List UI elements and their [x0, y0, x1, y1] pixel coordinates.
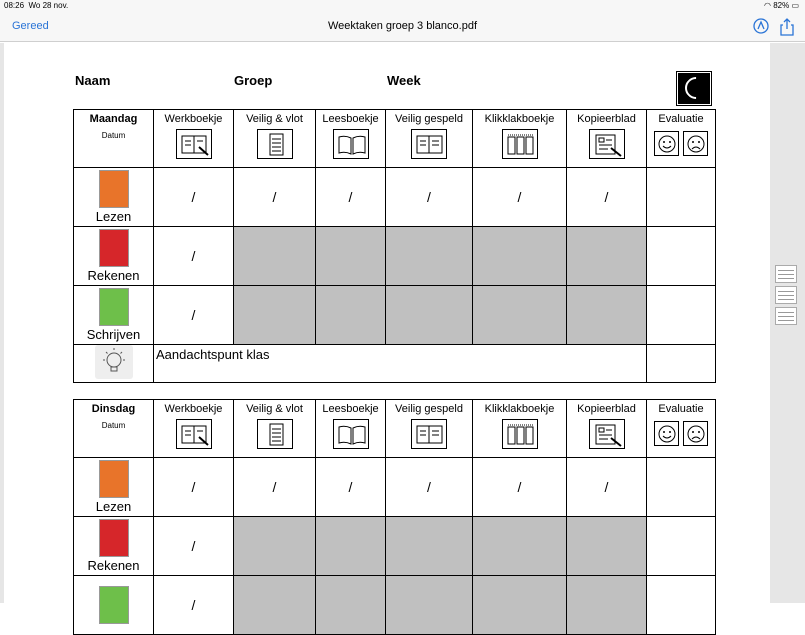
column-label: Werkboekje — [164, 113, 223, 125]
smiley-sad-icon — [683, 131, 708, 156]
subject-row-schrijven — [74, 286, 716, 345]
workbook-icon — [176, 129, 212, 159]
disabled-cell — [316, 227, 386, 286]
flip-book-icon — [502, 129, 538, 159]
column-evaluatie — [647, 110, 716, 168]
subject-label: Rekenen — [87, 268, 140, 283]
evaluation-cell[interactable] — [647, 168, 716, 227]
column-veilig-vlot — [234, 110, 316, 168]
rekenen-book-image — [99, 229, 129, 267]
column-label: Evaluatie — [658, 113, 704, 125]
subject-row-lezen — [74, 168, 716, 227]
column-veilig-gespeld — [386, 110, 473, 168]
task-cell[interactable]: / — [386, 168, 473, 227]
day-table-tuesday — [73, 399, 716, 635]
page-thumbnail[interactable] — [775, 286, 797, 304]
task-cell[interactable]: / — [154, 517, 234, 576]
task-cell[interactable]: / — [567, 458, 647, 517]
disabled-cell — [386, 286, 473, 345]
lightbulb-icon — [95, 345, 133, 379]
smiley-happy-icon — [654, 131, 679, 156]
disabled-cell — [473, 227, 567, 286]
document-title: Weektaken groep 3 blanco.pdf — [327, 20, 477, 32]
disabled-cell — [567, 286, 647, 345]
attention-row — [74, 345, 716, 383]
open-book-icon — [333, 129, 369, 159]
disabled-cell — [234, 517, 316, 576]
week-label: Week — [387, 73, 421, 88]
notebook-icon — [411, 129, 447, 159]
smiley-happy-icon — [654, 421, 679, 446]
column-klikklakboekje — [473, 110, 567, 168]
task-cell[interactable]: / — [234, 458, 316, 517]
disabled-cell — [234, 576, 316, 635]
column-veilig-vlot — [234, 400, 316, 458]
worksheet-icon — [589, 129, 625, 159]
lezen-book-image — [99, 460, 129, 498]
task-cell[interactable]: / — [386, 458, 473, 517]
day-table-monday — [73, 109, 716, 383]
battery-icon: ▭ — [791, 1, 799, 10]
datum-label: Datum — [101, 421, 126, 430]
task-cell[interactable]: / — [316, 458, 386, 517]
column-label: Klikklakboekje — [484, 403, 555, 415]
subject-label: Lezen — [95, 499, 132, 514]
pdf-page — [4, 43, 770, 613]
evaluation-cell[interactable] — [647, 458, 716, 517]
datum-label: Datum — [101, 131, 126, 140]
disabled-cell — [386, 517, 473, 576]
column-klikklakboekje — [473, 400, 567, 458]
column-label: Evaluatie — [658, 403, 704, 415]
markup-icon[interactable] — [752, 18, 770, 36]
column-label: Veilig gespeld — [395, 403, 463, 415]
disabled-cell — [473, 517, 567, 576]
navigation-bar — [0, 13, 805, 42]
disabled-cell — [473, 576, 567, 635]
subject-label: Schrijven — [86, 327, 141, 342]
evaluation-cell[interactable] — [647, 576, 716, 635]
day-name: Maandag — [89, 113, 138, 125]
subject-row-rekenen — [74, 227, 716, 286]
day-header-cell — [74, 110, 154, 168]
evaluation-cell[interactable] — [647, 286, 716, 345]
column-kopieerblad — [567, 110, 647, 168]
smiley-sad-icon — [683, 421, 708, 446]
status-date: Wo 28 nov. — [28, 1, 69, 10]
moon-icon — [677, 72, 711, 105]
pdf-viewer[interactable] — [0, 43, 805, 613]
lezen-book-image — [99, 170, 129, 208]
disabled-cell — [567, 517, 647, 576]
subject-row-schrijven — [74, 576, 716, 635]
column-label: Kopieerblad — [577, 113, 636, 125]
done-button[interactable]: Gereed — [12, 20, 49, 32]
flip-book-icon — [502, 419, 538, 449]
task-cell[interactable]: / — [567, 168, 647, 227]
share-icon[interactable] — [778, 18, 796, 36]
evaluation-cell[interactable] — [647, 345, 716, 383]
subject-row-lezen — [74, 458, 716, 517]
day-name: Dinsdag — [91, 403, 136, 415]
page-thumbnail[interactable] — [775, 265, 797, 283]
disabled-cell — [567, 576, 647, 635]
disabled-cell — [567, 227, 647, 286]
column-label: Leesboekje — [322, 403, 379, 415]
task-cell[interactable]: / — [234, 168, 316, 227]
column-veilig-gespeld — [386, 400, 473, 458]
column-evaluatie — [647, 400, 716, 458]
disabled-cell — [234, 227, 316, 286]
column-leesboekje — [316, 110, 386, 168]
workbook-icon — [176, 419, 212, 449]
column-label: Klikklakboekje — [484, 113, 555, 125]
notebook-icon — [411, 419, 447, 449]
disabled-cell — [473, 286, 567, 345]
open-book-icon — [333, 419, 369, 449]
subject-row-rekenen — [74, 517, 716, 576]
status-time: 08:26 — [4, 1, 25, 10]
day-header-cell — [74, 400, 154, 458]
task-cell[interactable]: / — [154, 458, 234, 517]
status-bar — [0, 0, 805, 13]
evaluation-cell[interactable] — [647, 517, 716, 576]
task-cell[interactable]: / — [473, 168, 567, 227]
page-thumbnails — [775, 265, 799, 328]
column-werkboekje — [154, 400, 234, 458]
task-cell[interactable]: / — [154, 227, 234, 286]
worksheet-icon — [589, 419, 625, 449]
disabled-cell — [316, 517, 386, 576]
task-cell[interactable]: / — [154, 286, 234, 345]
task-cell[interactable]: / — [154, 168, 234, 227]
disabled-cell — [316, 576, 386, 635]
rekenen-book-image — [99, 519, 129, 557]
task-cell[interactable]: / — [473, 458, 567, 517]
subject-label: Lezen — [95, 209, 132, 224]
column-werkboekje — [154, 110, 234, 168]
schrijven-book-image — [99, 288, 129, 326]
column-label: Veilig & vlot — [246, 403, 303, 415]
disabled-cell — [316, 286, 386, 345]
subject-label: Rekenen — [87, 558, 140, 573]
column-label: Werkboekje — [164, 403, 223, 415]
disabled-cell — [386, 576, 473, 635]
column-label: Veilig & vlot — [246, 113, 303, 125]
attention-note[interactable]: Aandachtspunt klas — [154, 345, 647, 383]
wifi-icon: ◠ — [763, 1, 771, 10]
naam-label: Naam — [75, 73, 111, 88]
battery-percentage: 82% — [773, 1, 790, 10]
column-leesboekje — [316, 400, 386, 458]
booklet-icon — [257, 129, 293, 159]
column-label: Veilig gespeld — [395, 113, 463, 125]
booklet-icon — [257, 419, 293, 449]
column-label: Kopieerblad — [577, 403, 636, 415]
page-thumbnail[interactable] — [775, 307, 797, 325]
disabled-cell — [386, 227, 473, 286]
disabled-cell — [234, 286, 316, 345]
evaluation-cell[interactable] — [647, 227, 716, 286]
schrijven-book-image — [99, 586, 129, 624]
task-cell[interactable]: / — [154, 576, 234, 635]
column-label: Leesboekje — [322, 113, 379, 125]
groep-label: Groep — [234, 73, 273, 88]
task-cell[interactable]: / — [316, 168, 386, 227]
column-kopieerblad — [567, 400, 647, 458]
